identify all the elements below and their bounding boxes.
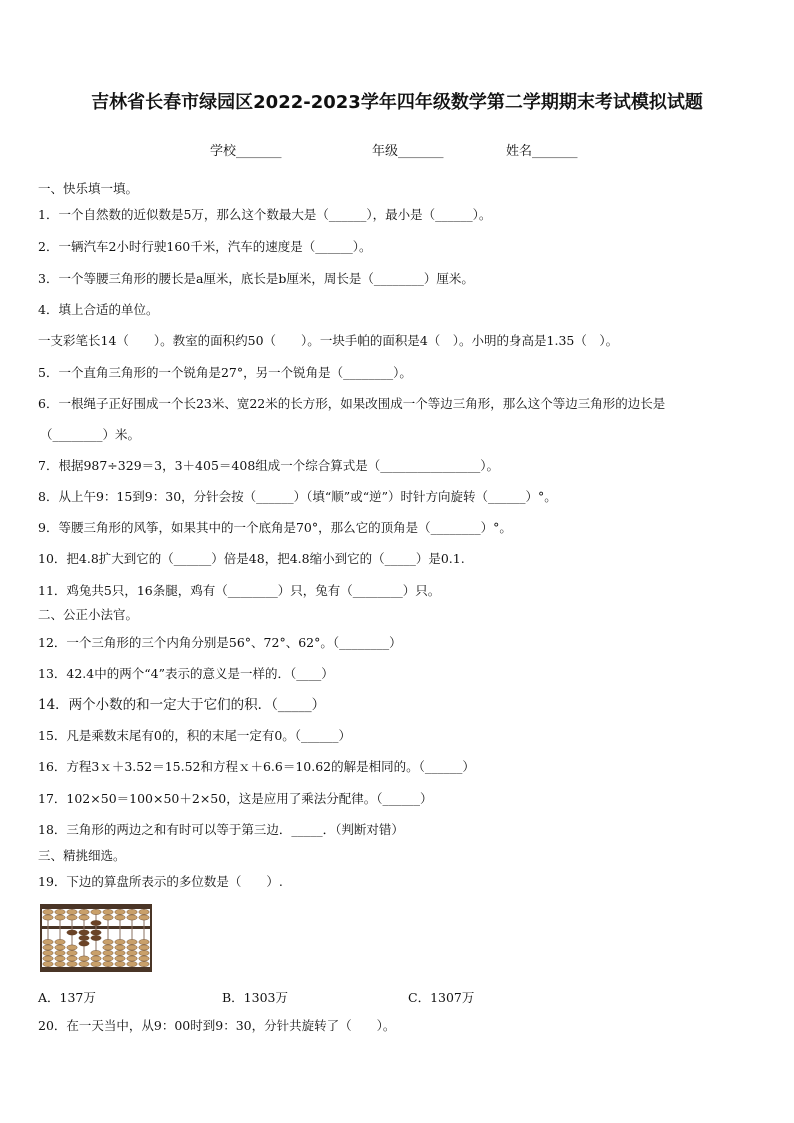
abacus-bead [139,909,149,914]
abacus-bead [55,956,65,961]
question-14: 14．两个小数的和一定大于它们的积．（_____） [38,697,326,713]
abacus-bead [103,950,113,955]
abacus-bead [67,930,77,935]
abacus-bead [127,915,137,920]
question-17: 17．102×50＝100×50＋2×50，这是应用了乘法分配律。（______） [38,791,433,806]
abacus-top-bar [41,905,151,909]
abacus-bead [67,950,77,955]
section-heading-1: 一、快乐填一填。 [38,181,139,196]
abacus-bead [115,956,125,961]
abacus-bead [139,915,149,920]
abacus-bead [91,961,101,966]
abacus-bead [43,950,53,955]
abacus-rods [43,909,149,967]
question-19: 19．下边的算盘所表示的多位数是（ ）. [38,874,283,889]
abacus-bead [91,950,101,955]
abacus-bead [43,909,53,914]
abacus-bead [127,939,137,944]
abacus-bead [79,915,89,920]
abacus-bead [43,939,53,944]
abacus-bead [79,956,89,961]
question-5: 5．一个直角三角形的一个锐角是27°，另一个锐角是（________）。 [38,365,412,380]
question-6: 6．一根绳子正好围成一个长23米、宽22米的长方形，如果改围成一个等边三角形，那么这个等边三角形的边长是 [38,396,666,411]
abacus-bead [115,915,125,920]
section-heading-3: 三、精挑细选。 [38,848,126,863]
page-title: 吉林省长春市绿园区2022-2023学年四年级数学第二学期期末考试模拟试题 [91,92,703,113]
abacus-bead [55,939,65,944]
question-18: 18．三角形的两边之和有时可以等于第三边．_____．（判断对错） [38,822,404,837]
option-b: B．1303万 [222,990,288,1005]
abacus-bead [43,961,53,966]
question-11: 11．鸡兔共5只，16条腿，鸡有（________）只，兔有（________）只。 [38,583,441,598]
option-c: C．1307万 [408,990,475,1005]
abacus-bead [91,956,101,961]
abacus-bead [127,945,137,950]
abacus-bead [91,930,101,935]
option-a: A．137万 [38,990,96,1005]
abacus-bead [67,909,77,914]
abacus-bead [139,945,149,950]
abacus-bead [55,909,65,914]
school-field: 学校_______ [210,144,282,159]
abacus-bead [127,961,137,966]
abacus-bead [139,961,149,966]
abacus-bead [67,915,77,920]
abacus-bead [91,909,101,914]
section-heading-2: 二、公正小法官。 [38,607,139,622]
abacus-bead [67,961,77,966]
abacus-bead [127,909,137,914]
abacus-bead [115,909,125,914]
abacus-bead [43,945,53,950]
abacus-bead [103,956,113,961]
question-4: 4．填上合适的单位。 [38,302,159,317]
abacus-bead [103,909,113,914]
abacus-bead [115,950,125,955]
abacus-bead [43,956,53,961]
abacus-bead [55,961,65,966]
question-2: 2．一辆汽车2小时行驶160千米，汽车的速度是（______）。 [38,239,372,254]
abacus-bead [55,950,65,955]
abacus-bead [67,956,77,961]
abacus-bead [103,961,113,966]
abacus-bead [55,945,65,950]
abacus-bead [43,915,53,920]
abacus-bead [79,961,89,966]
abacus-bead [55,915,65,920]
question-1: 1．一个自然数的近似数是5万，那么这个数最大是（______），最小是（______）。 [38,207,492,222]
abacus-bead [139,950,149,955]
abacus-bead [91,920,101,925]
abacus-bead [127,956,137,961]
abacus-bead [115,961,125,966]
abacus-bead [79,941,89,946]
question-4-body: 一支彩笔长14（ ）。教室的面积约50（ ）。一块手帕的面积是4（ ）。小明的身高是1.35（ ）。 [38,333,619,348]
abacus-bead [91,935,101,940]
abacus-bead [115,939,125,944]
abacus-bottom-bar [41,967,151,971]
abacus-bead [139,939,149,944]
question-9: 9．等腰三角形的风筝，如果其中的一个底角是70°，那么它的顶角是（________）°。 [38,520,512,535]
student-info-row [0,140,794,160]
question-6-continued: （________）米。 [40,427,141,442]
question-16: 16．方程3ｘ＋3.52＝15.52和方程ｘ＋6.6＝10.62的解是相同的。（______） [38,759,475,774]
question-12: 12．一个三角形的三个内角分别是56°、72°、62°。（________） [38,635,402,650]
abacus-bead [103,945,113,950]
abacus-image [40,904,152,972]
question-7: 7．根据987÷329＝3，3＋405＝408组成一个综合算式是（________________）。 [38,458,500,473]
abacus-bead [79,909,89,914]
abacus-bead [103,939,113,944]
question-20: 20．在一天当中，从9：00时到9：30，分针共旋转了（ ）。 [38,1018,396,1033]
abacus-bead [139,956,149,961]
abacus-bead [79,935,89,940]
question-8: 8．从上午9：15到9：30，分针会按（______）（填“顺”或“逆”）时针方向旋转（______）°。 [38,489,557,504]
abacus-bead [127,950,137,955]
question-15: 15．凡是乘数末尾有0的，积的末尾一定有0。（______） [38,728,352,743]
question-10: 10．把4.8扩大到它的（______）倍是48，把4.8缩小到它的（_____）是0.1. [38,551,465,566]
question-3: 3．一个等腰三角形的腰长是a厘米，底长是b厘米，周长是（________）厘米。 [38,271,474,286]
question-13: 13．42.4中的两个“4”表示的意义是一样的．（____） [38,666,334,681]
abacus-bead [79,930,89,935]
grade-field: 年级_______ [372,144,444,159]
name-field: 姓名_______ [506,144,578,159]
abacus-bead [115,945,125,950]
abacus-bead [67,945,77,950]
abacus-bead [103,915,113,920]
